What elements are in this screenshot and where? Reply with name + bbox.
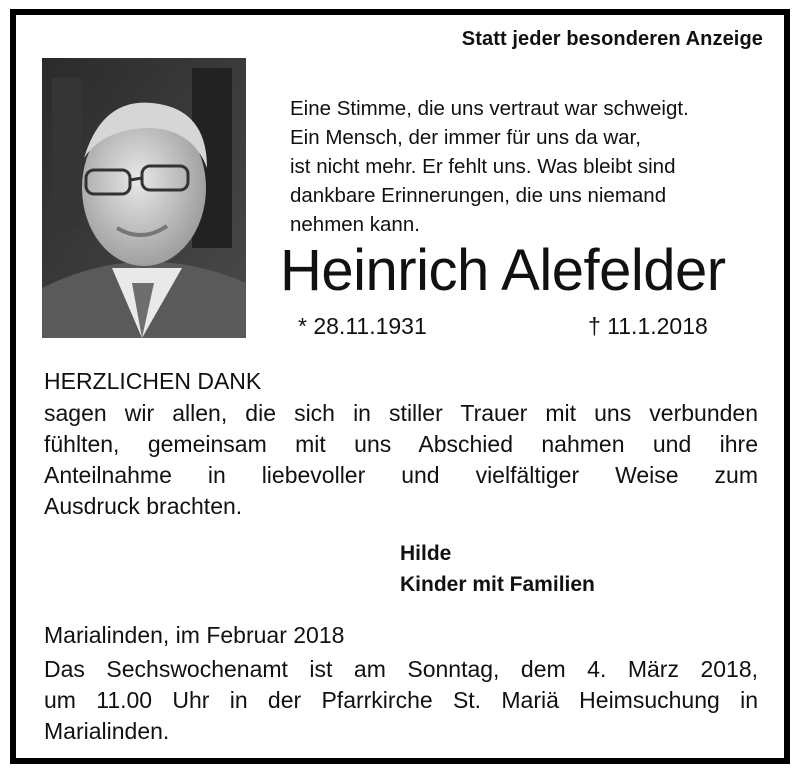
notice-line: um 11.00 Uhr in der Pfarrkirche St. Mariä Heimsuchung in xyxy=(44,687,758,713)
signer-line: Kinder mit Familien xyxy=(400,573,595,596)
deceased-name: Heinrich Alefelder xyxy=(280,238,726,303)
thanks-heading: HERZLICHEN DANK xyxy=(44,368,262,394)
thanks-line: Anteilnahme in liebevoller und vielfältiger Weise zum xyxy=(44,462,758,488)
signer-line: Hilde xyxy=(400,542,452,565)
portrait-photo-icon xyxy=(42,58,246,338)
notice-line: Das Sechswochenamt ist am Sonntag, dem 4. März 2018, xyxy=(44,656,758,682)
thanks-line: sagen wir allen, die sich in stiller Trauer mit uns verbunden xyxy=(44,400,758,426)
poem-line: ist nicht mehr. Er fehlt uns. Was bleibt sind xyxy=(290,155,676,178)
poem-line: nehmen kann. xyxy=(290,213,420,236)
header-title: Statt jeder besonderen Anzeige xyxy=(461,28,763,50)
death-date: † 11.1.2018 xyxy=(588,313,708,339)
place-date: Marialinden, im Februar 2018 xyxy=(44,622,345,648)
poem-line: dankbare Erinnerungen, die uns niemand xyxy=(290,184,667,207)
portrait-photo xyxy=(42,58,246,338)
mass-notice xyxy=(44,654,758,747)
poem-line: Ein Mensch, der immer für uns da war, xyxy=(290,126,641,149)
poem xyxy=(290,94,770,239)
thanks-text xyxy=(44,398,758,522)
thanks-line: Ausdruck brachten. xyxy=(44,493,243,519)
birth-date: * 28.11.1931 xyxy=(298,313,427,339)
notice-line: Marialinden. xyxy=(44,718,170,744)
signers xyxy=(400,538,595,600)
poem-line: Eine Stimme, die uns vertraut war schweigt. xyxy=(290,97,689,120)
thanks-line: fühlten, gemeinsam mit uns Abschied nahmen und ihre xyxy=(44,431,758,457)
